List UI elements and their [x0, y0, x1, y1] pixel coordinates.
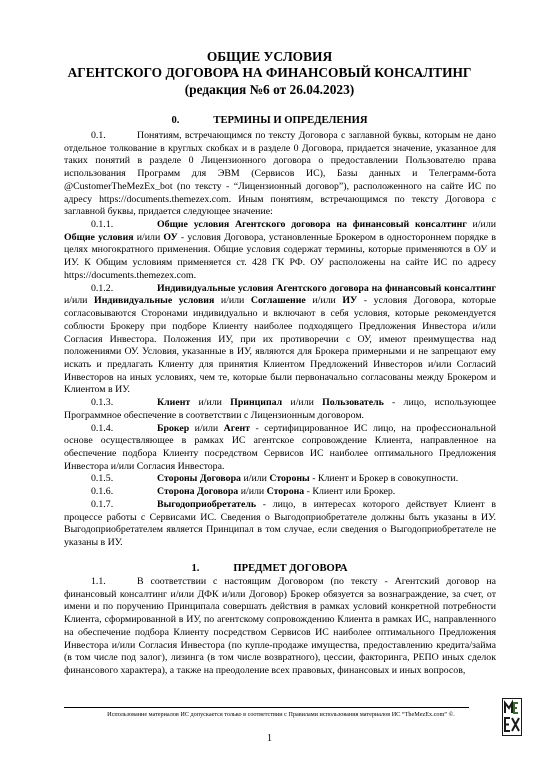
paragraph-text: Понятиям, встречающимся по тексту Договора с заглавной буквы, которым не дано отдельное толкование в круглых скобках и в разделе 0 Договора, придается значение, указанное для таких понятий в разделе 0 Лицензионного договора о предоставлении Пользователю права использования Программ для ЭВМ (Сервисов ИС), Базы данных и Телеграмм-бота @CustomerTheMezEx_bot (по тексту - “Лицензионный договор”), расположенного на сайте ИС по адресу https://documents.themezex.com. Иным понятиям, встречающимся по тексту Договора с заглавной буквы, придается следующее значение:: [64, 130, 496, 218]
term: Соглашение: [250, 295, 306, 307]
term: Брокер: [157, 422, 190, 434]
text-fragment: и/или: [466, 219, 496, 231]
page-number: 1: [267, 733, 272, 744]
term: Общие условия: [64, 231, 134, 243]
paragraph-text: В соответствии с настоящим Договором (по тексту - Агентский договор на финансовый консалтинг и/или ДФК и/или Договор) Брокер обязуется за вознаграждение, за счет, от имени и по поручению Принципала совершать действия в рамках условий конкретной потребности Клиента, сформированной в ИУ, по агентскому сопровождению Клиента в рамках ИС, направленного на обеспечение подбора Клиенту посредством Сервисов ИС наиболее оптимального Предложения Инвестора и/или Согласия Инвестора (по купле-продаже имущества, предоставлению кредита/займа (в том числе под залог), лизинга (в том числе возвратного), цессии, факторинга, РЕПО иных сделок финансового характера), а также на преодоление всех правовых, финансовых и иных вопросов,: [64, 576, 496, 677]
text-fragment: и/или: [305, 295, 343, 307]
section-0-title: ТЕРМИНЫ И ОПРЕДЕЛЕНИЯ: [213, 115, 368, 126]
text-fragment: и/или: [240, 473, 270, 485]
paragraph-0-1-4: [64, 423, 496, 474]
document-edition: (редакция №6 от 26.04.2023): [184, 82, 355, 97]
text-fragment: и/или: [282, 397, 323, 409]
term: Общие условия Агентского договора на финансовый консалтинг: [157, 219, 467, 231]
section-1-number: 1.: [191, 563, 200, 574]
term: Принципал: [230, 397, 283, 409]
footer-note: Использование материалов ИС допускается только в соответствии с Правилами использования материалов ИС “TheMezEx.com” ©.: [107, 711, 455, 718]
paragraph-0-1-3: [64, 397, 496, 422]
term: Выгодоприобретатель: [157, 498, 257, 510]
footer-divider: [64, 707, 469, 708]
section-1-heading: [0, 562, 539, 575]
paragraph-number: 0.1.4.: [91, 422, 114, 434]
paragraph-0-1-6: [64, 486, 496, 499]
text-fragment: - сертифицированное ИС лицо, на профессиональной основе осуществляющее в рамках ИС агентское сопровождение Клиента, направленное на обеспечение подбора Клиенту посредством Сервисов ИС наиболее оптимального Предложения Инвестора и/или Согласия Инвестора.: [64, 422, 496, 472]
text-fragment: - Клиент или Брокер.: [304, 486, 396, 498]
paragraph-0-1: [64, 130, 496, 219]
text-fragment: - условия Договора, которые согласовываются Сторонами индивидуально и включают в себя условия, которые рекомендуется соблюсти Брокеру при подборе Клиенту наиболее подходящего Предложения Инвестора и/или Согласия Инвестора. Положения ИУ, при их противоречии с ОУ, имеют преимущества над положениями ОУ. Условия, указанные в ИУ, являются для Брокера примерными и не запрещают ему искать и предлагать Клиенту для принятия Клиентом Предложений Инвесторов и/или Согласий Инвесторов на иных условиях, чем те, которые были первоначально согласованы между Брокером и Клиентом в ИУ.: [64, 295, 497, 396]
paragraph-1-1: [64, 576, 496, 678]
section-0-heading: [0, 114, 539, 127]
section-0-body: [64, 130, 496, 550]
text-fragment: и/или: [189, 422, 224, 434]
term: Стороны Договора: [157, 473, 241, 485]
text-fragment: - лицо, в интересах которого действует Клиент в процессе работы с Сервисами ИС. Сведения о Выгодоприобретателе должны быть указаны в ИУ. Выгодоприобретателем является Принципал в том случае, если сведения о Выгодоприобретателе не указаны в ИУ.: [64, 498, 496, 548]
paragraph-number: 0.1.7.: [91, 498, 114, 510]
section-1-title: ПРЕДМЕТ ДОГОВОРА: [233, 563, 348, 574]
text-fragment: и/или: [64, 295, 95, 307]
paragraph-number: 0.1.6.: [91, 486, 114, 498]
paragraph-number: 1.1.: [91, 576, 106, 587]
section-1-body: [64, 576, 496, 678]
paragraph-0-1-2: [64, 283, 496, 397]
paragraph-0-1-7: [64, 499, 496, 550]
text-fragment: - условия Договора, установленные Брокером в одностороннем порядке в целях многократного применения. Общие условия содержат термины, которые применяются в ОУ и ИУ. К Общим условиям применяется ст. 428 ГК РФ. ОУ расположены на сайте ИС по адресу https://documents.themezex.com.: [64, 231, 496, 281]
text-fragment: и/или: [214, 295, 251, 307]
text-fragment: и/или: [133, 231, 164, 243]
paragraph-0-1-1: [64, 219, 496, 283]
term: Пользователь: [322, 397, 384, 409]
document-title-line2: АГЕНТСКОГО ДОГОВОРА НА ФИНАНСОВЫЙ КОНСАЛТИНГ: [67, 65, 472, 80]
term: ОУ: [163, 231, 178, 243]
text-fragment: - лицо, использующее Программное обеспечение в соответствии с Лицензионным договором.: [64, 397, 497, 421]
paragraph-number: 0.1.2.: [91, 282, 114, 294]
section-0-number: 0.: [171, 115, 180, 126]
term: Стороны: [269, 473, 310, 485]
themezex-logo: [502, 698, 522, 736]
paragraph-number: 0.1.: [91, 130, 106, 141]
term: Сторона Договора: [157, 486, 239, 498]
term: Сторона: [266, 486, 305, 498]
paragraph-number: 0.1.1.: [91, 219, 114, 231]
paragraph-0-1-5: [64, 473, 496, 486]
text-fragment: и/или: [238, 486, 267, 498]
document-title-line1: ОБЩИЕ УСЛОВИЯ: [206, 49, 333, 64]
paragraph-number: 0.1.3.: [91, 397, 114, 409]
term: Клиент: [157, 397, 191, 409]
term: Индивидуальные условия: [94, 295, 215, 307]
paragraph-number: 0.1.5.: [91, 473, 114, 485]
term: Индивидуальные условия Агентского договора на финансовый консалтинг: [157, 282, 496, 294]
text-fragment: и/или: [190, 397, 231, 409]
term: ИУ: [342, 295, 358, 307]
term: Агент: [223, 422, 250, 434]
text-fragment: - Клиент и Брокер в совокупности.: [309, 473, 459, 485]
